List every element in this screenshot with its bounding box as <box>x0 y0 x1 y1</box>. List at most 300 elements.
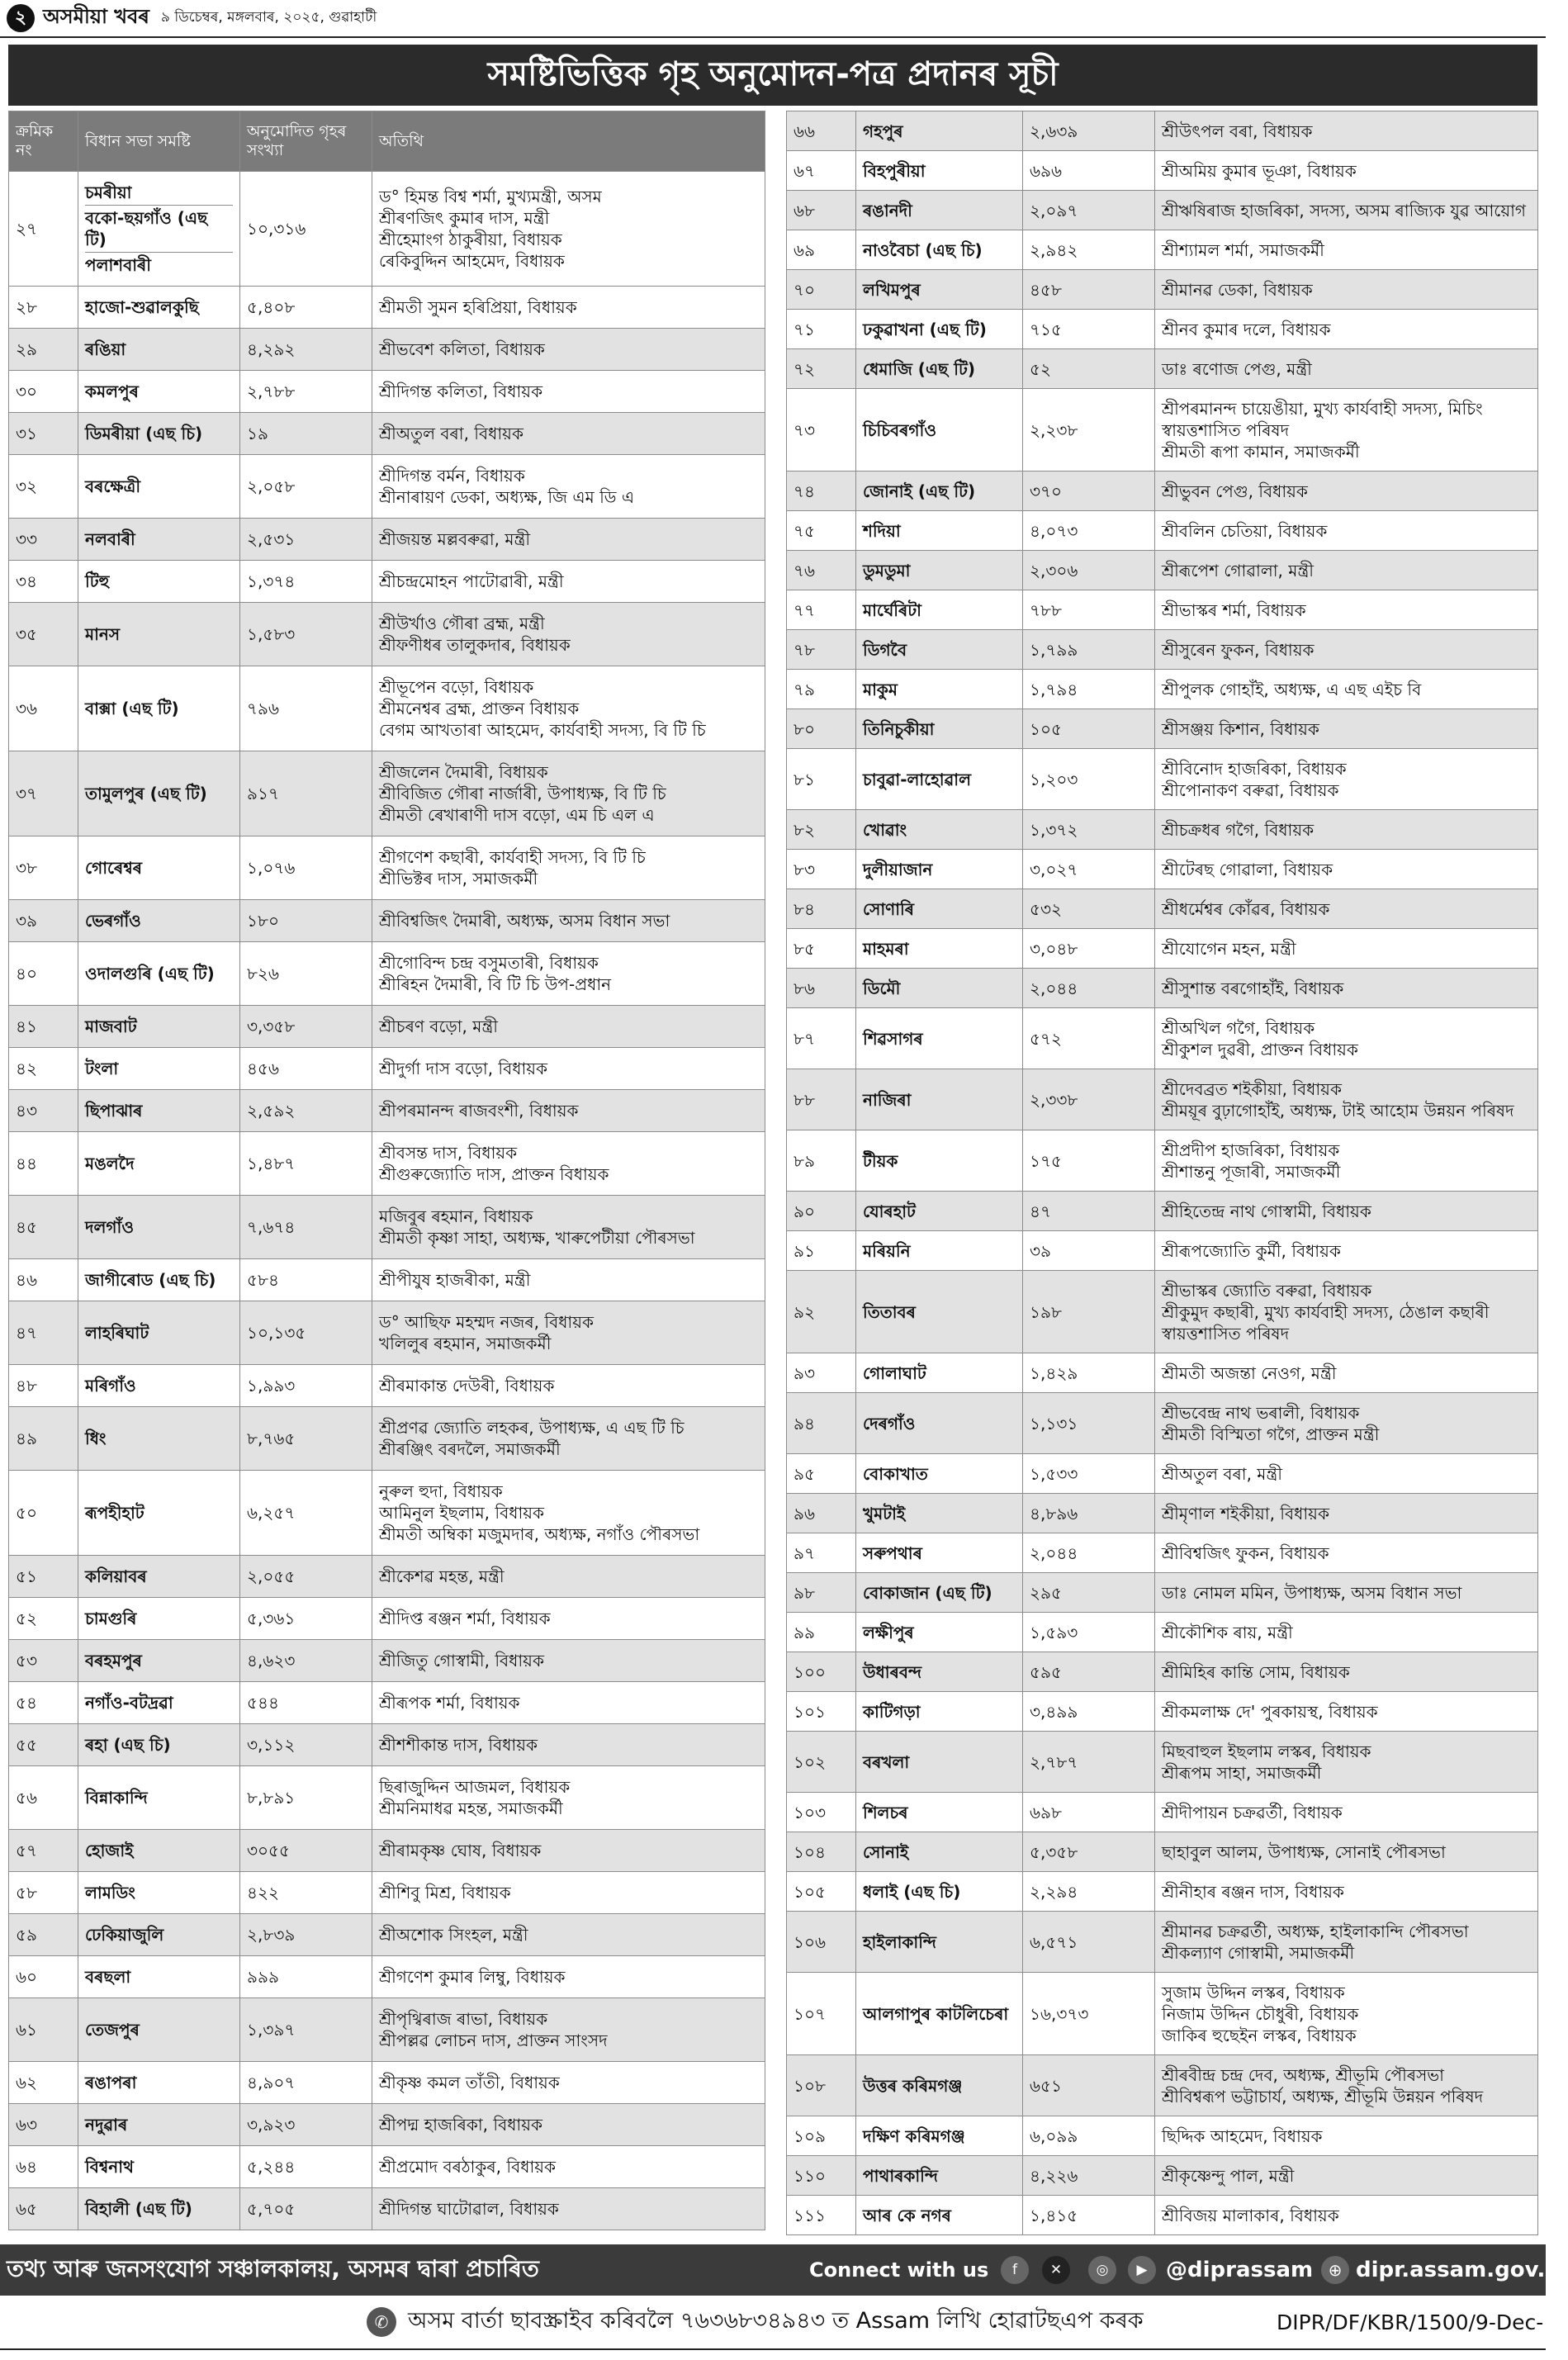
house-count: ৩,১১২ <box>240 1724 372 1766</box>
table-row <box>9 1006 765 1048</box>
guest: শ্ৰীবিশ্বজিৎ ফুকন, বিধায়ক <box>1162 1543 1329 1563</box>
guest-list <box>1155 749 1538 810</box>
guest: শ্ৰীমৃণাল শইকীয়া, বিধায়ক <box>1162 1503 1329 1524</box>
constituency: তেজপুৰ <box>78 1998 240 2062</box>
serial-number: ১০৪ <box>787 1832 856 1872</box>
guest: শ্ৰীকুমুদ কছাৰী, মুখ্য কাৰ্যবাহী সদস্য, ঠেঙাল কছাৰী স্বায়ত্তশাসিত পৰিষদ <box>1162 1301 1490 1343</box>
header-count: অনুমোদিত গৃহৰ সংখ্যা <box>240 111 372 172</box>
house-count: ২,০৫৫ <box>240 1556 372 1598</box>
constituency: বৰছলা <box>78 1956 240 1998</box>
serial-number: ৩৮ <box>9 836 78 900</box>
house-count: ২,০৪৪ <box>1023 969 1155 1008</box>
guest: শ্ৰীভাস্কৰ শৰ্মা, বিধায়ক <box>1162 599 1306 620</box>
guest: শ্ৰীদিগন্ত ঘাটোৱাল, বিধায়ক <box>379 2199 559 2219</box>
table-row <box>787 310 1538 349</box>
guest-list <box>1155 709 1538 749</box>
constituency: গোলাঘাট <box>856 1353 1023 1393</box>
serial-number: ৭৫ <box>787 511 856 551</box>
house-count: ৪,৯০৭ <box>240 2062 372 2104</box>
constituency: কমলপুৰ <box>78 371 240 413</box>
guest-list <box>1155 1008 1538 1069</box>
constituency: ধিং <box>78 1407 240 1471</box>
house-count: ৭৮৮ <box>1023 590 1155 630</box>
guest: শ্ৰীমনেশ্বৰ ব্ৰহ্ম, প্ৰাক্তন বিধায়ক <box>379 699 580 718</box>
constituency: ডিগবৈ <box>856 630 1023 670</box>
house-count: ৩,০৪৮ <box>1023 929 1155 969</box>
guest-list <box>1155 1231 1538 1271</box>
instagram-icon[interactable]: ◎ <box>1088 2256 1116 2284</box>
house-count: ২,৬৩৯ <box>1023 111 1155 151</box>
constituency: টংলা <box>78 1048 240 1090</box>
house-count: ৯১৭ <box>240 751 372 836</box>
table-row <box>9 603 765 666</box>
guest-list <box>372 1259 765 1301</box>
house-count: ১,৪২৯ <box>1023 1353 1155 1393</box>
serial-number: ৫৫ <box>9 1724 78 1766</box>
house-count: ৪২২ <box>240 1872 372 1914</box>
table-row <box>787 1613 1538 1652</box>
house-count: ২৯৫ <box>1023 1573 1155 1613</box>
top-header <box>0 0 1546 38</box>
house-count: ২,০৪৪ <box>1023 1533 1155 1573</box>
house-count: ৩,৩৫৮ <box>240 1006 372 1048</box>
house-count: ১,৫৮৩ <box>240 603 372 666</box>
guest-list <box>1155 850 1538 889</box>
guest-list <box>1155 630 1538 670</box>
guest-list <box>1155 1692 1538 1732</box>
guest: শ্ৰীজলেন দৈমাৰী, বিধায়ক <box>379 762 548 782</box>
guest-list <box>372 1956 765 1998</box>
newspaper-name: অসমীয়া খবৰ <box>43 5 149 28</box>
serial-number: ৪৬ <box>9 1259 78 1301</box>
guest: শ্ৰীৰমাকান্ত দেউৰী, বিধায়ক <box>379 1376 555 1396</box>
serial-number: ৬৪ <box>9 2146 78 2188</box>
house-count: ১,২০৩ <box>1023 749 1155 810</box>
table-row <box>787 1130 1538 1192</box>
table-row <box>787 1192 1538 1231</box>
guest-list <box>372 371 765 413</box>
constituency: হাজো-শুৱালকুছি <box>78 287 240 329</box>
constituency: আৰ কে নগৰ <box>856 2196 1023 2235</box>
guest: শ্ৰীৰূপক শৰ্মা, বিধায়ক <box>379 1693 520 1713</box>
serial-number: ৩৩ <box>9 519 78 561</box>
youtube-icon[interactable]: ▶ <box>1128 2256 1156 2284</box>
house-count: ৮,৭৬৫ <box>240 1407 372 1471</box>
house-count: ৫৭২ <box>1023 1008 1155 1069</box>
right-table <box>786 111 1538 2235</box>
house-count: ১৮০ <box>240 900 372 942</box>
guest: শ্ৰীউৎপল বৰা, বিধায়ক <box>1162 121 1313 141</box>
guest: শ্ৰীমানৱ চক্ৰৱৰ্তী, অধ্যক্ষ, হাইলাকান্দি পৌৰসভা <box>1162 1921 1469 1941</box>
guest: শ্ৰীসঞ্জয় কিশান, বিধায়ক <box>1162 718 1319 739</box>
guest: ছিদ্দিক আহমেদ, বিধায়ক <box>1162 2125 1323 2146</box>
table-row <box>9 1132 765 1196</box>
guest: ছিৰাজুদ্দিন আজমল, বিধায়ক <box>379 1777 571 1797</box>
table-row <box>787 1912 1538 1973</box>
table-row <box>9 2062 765 2104</box>
serial-number: ৬১ <box>9 1998 78 2062</box>
house-count: ৩,৪৯৯ <box>1023 1692 1155 1732</box>
guest-list <box>1155 590 1538 630</box>
guest-list <box>1155 1832 1538 1872</box>
table-row <box>787 270 1538 310</box>
guest: নুৰুল হুদা, বিধায়ক <box>379 1481 503 1501</box>
guest: শ্ৰীপদ্ম হাজৰিকা, বিধায়ক <box>379 2115 543 2135</box>
house-count: ১,৩৭২ <box>1023 810 1155 850</box>
house-count: ১০,৩১৬ <box>240 172 372 287</box>
house-count: ২,৭৮৮ <box>240 371 372 413</box>
guest-list <box>1155 551 1538 590</box>
house-count: ১,৪১৫ <box>1023 2196 1155 2235</box>
serial-number: ৪১ <box>9 1006 78 1048</box>
guest-list <box>1155 1533 1538 1573</box>
constituency: ডিমৰীয়া (এছ চি) <box>78 413 240 455</box>
guest: শ্ৰীভিক্টৰ দাস, সমাজকৰ্মী <box>379 869 538 889</box>
serial-number: ৮৫ <box>787 929 856 969</box>
house-count: ৩৭০ <box>1023 472 1155 511</box>
guest: শ্ৰীমিহিৰ কান্তি সোম, বিধায়ক <box>1162 1661 1350 1682</box>
guest-list <box>372 455 765 519</box>
social-handle[interactable]: @diprassam <box>1166 2258 1314 2282</box>
guest: শ্ৰীমতী ৰূপা কামান, সমাজকৰ্মী <box>1162 441 1360 462</box>
serial-number: ৮৯ <box>787 1130 856 1192</box>
guest: শ্ৰীপীযুষ হাজৰীকা, মন্ত্ৰী <box>379 1270 531 1290</box>
house-count: ১,৯৯৩ <box>240 1365 372 1407</box>
guest: শ্ৰীৰামকৃষ্ণ ঘোষ, বিধায়ক <box>379 1841 542 1860</box>
table-row <box>787 889 1538 929</box>
guest-list <box>1155 111 1538 151</box>
guest-list <box>1155 2156 1538 2196</box>
guest-list <box>1155 1613 1538 1652</box>
house-count: ৬,০৯৯ <box>1023 2116 1155 2156</box>
table-row <box>787 670 1538 709</box>
table-row <box>9 1998 765 2062</box>
house-count: ১,৫৩৩ <box>1023 1454 1155 1494</box>
table-row <box>787 1271 1538 1353</box>
constituency: দলগাঁও <box>78 1196 240 1259</box>
guest-list <box>372 1830 765 1872</box>
guest: ছাহাবুল আলম, উপাধ্যক্ষ, সোনাই পৌৰসভা <box>1162 1841 1446 1862</box>
guest-list <box>1155 1130 1538 1192</box>
constituency: মৰিয়নি <box>856 1231 1023 1271</box>
guest: শ্ৰীশ্যামল শৰ্মা, সমাজকৰ্মী <box>1162 239 1324 260</box>
table-row <box>787 511 1538 551</box>
serial-number: ৭৪ <box>787 472 856 511</box>
guest: শ্ৰীটেৰছ গোৱালা, বিধায়ক <box>1162 859 1334 879</box>
guest: শ্ৰীৰবীন্দ্ৰ চন্দ্ৰ দেব, অধ্যক্ষ, শ্ৰীভূমি পৌৰসভা <box>1162 2064 1444 2085</box>
serial-number: ৮২ <box>787 810 856 850</box>
house-count: ৩০৫৫ <box>240 1830 372 1872</box>
serial-number: ৭৮ <box>787 630 856 670</box>
guest: শ্ৰীগুৰুজ্যোতি দাস, প্ৰাক্তন বিধায়ক <box>379 1164 609 1184</box>
whatsapp-text: অসম বাৰ্তা ছাবস্ক্ৰাইব কৰিবলৈ ৭৬৩৬৮৩৪৯৪৩ ত Assam লিখি হোৱাটছএপ কৰক <box>408 2307 1144 2334</box>
house-count: ২,০৯৭ <box>1023 191 1155 230</box>
serial-number: ৫২ <box>9 1598 78 1640</box>
house-count: ৪,২৯২ <box>240 329 372 371</box>
serial-number: ৪৮ <box>9 1365 78 1407</box>
guest: শ্ৰীকৃষ্ণেন্দু পাল, মন্ত্ৰী <box>1162 2165 1295 2186</box>
house-count: ৩৯ <box>1023 1231 1155 1271</box>
constituency: তিতাবৰ <box>856 1271 1023 1353</box>
guest: শ্ৰীদেবব্ৰত শইকীয়া, বিধায়ক <box>1162 1078 1342 1099</box>
table-row <box>787 349 1538 389</box>
table-row <box>787 1732 1538 1793</box>
header-constituency: বিধান সভা সমষ্টি <box>78 111 240 172</box>
serial-number: ৮৩ <box>787 850 856 889</box>
constituency: বিশ্বনাথ <box>78 2146 240 2188</box>
guest-list <box>1155 1973 1538 2055</box>
table-row <box>9 1196 765 1259</box>
guest-list <box>1155 2196 1538 2235</box>
serial-number: ৭৯ <box>787 670 856 709</box>
guest: শ্ৰীকল্যাণ গোস্বামী, সমাজকৰ্মী <box>1162 1942 1355 1963</box>
house-count: ২,৫৯২ <box>240 1090 372 1132</box>
guest-list <box>1155 810 1538 850</box>
constituency: ৰঙানদী <box>856 191 1023 230</box>
guest-list <box>372 561 765 603</box>
serial-number: ৪৩ <box>9 1090 78 1132</box>
serial-number: ৩২ <box>9 455 78 519</box>
serial-number: ৬৫ <box>9 2188 78 2230</box>
table-row <box>787 1692 1538 1732</box>
guest: শ্ৰীহিতেন্দ্ৰ নাথ গোস্বামী, বিধায়ক <box>1162 1201 1371 1221</box>
constituency: উধাৰবন্দ <box>856 1652 1023 1692</box>
serial-number: ৬৩ <box>9 2104 78 2146</box>
table-row <box>787 551 1538 590</box>
guest: শ্ৰীবিশ্বজিৎ দৈমাৰী, অধ্যক্ষ, অসম বিধান সভা <box>379 911 670 931</box>
house-count: ৭৯৬ <box>240 666 372 751</box>
table-row <box>787 969 1538 1008</box>
constituency: বিন্নাকান্দি <box>78 1766 240 1830</box>
serial-number: ৭১ <box>787 310 856 349</box>
constituency: লামডিং <box>78 1872 240 1914</box>
guest-list <box>1155 1393 1538 1454</box>
guest: শ্ৰীমনিমাধৱ মহন্ত, সমাজকৰ্মী <box>379 1798 563 1818</box>
guest-list <box>1155 270 1538 310</box>
website-link[interactable]: dipr.assam.gov.in <box>1356 2258 1568 2282</box>
guest-list <box>1155 670 1538 709</box>
guest: শ্ৰীদিগন্ত বৰ্মন, বিধায়ক <box>379 466 525 486</box>
serial-number: ১০৫ <box>787 1872 856 1912</box>
constituency: শিৱসাগৰ <box>856 1008 1023 1069</box>
guest-list <box>1155 1912 1538 1973</box>
serial-number: ৯৩ <box>787 1353 856 1393</box>
guest-list <box>1155 1192 1538 1231</box>
guest-list <box>372 1048 765 1090</box>
constituency: মাকুম <box>856 670 1023 709</box>
house-count: ২,৩০৬ <box>1023 551 1155 590</box>
guest: শ্ৰীৰঞ্জিৎ বৰদলৈ, সমাজকৰ্মী <box>379 1439 561 1459</box>
table-row <box>9 1090 765 1132</box>
serial-number: ৮৬ <box>787 969 856 1008</box>
house-count: ৪৫৮ <box>1023 270 1155 310</box>
table-row <box>787 111 1538 151</box>
table-row <box>9 1556 765 1598</box>
constituency: ডিমৌ <box>856 969 1023 1008</box>
guest: আমিনুল ইছলাম, বিধায়ক <box>379 1503 545 1523</box>
guest: শ্ৰীপৰমানন্দ চায়েঙীয়া, মুখ্য কাৰ্যবাহী সদস্য, মিচিং স্বায়ত্তশাসিত পৰিষদ <box>1162 398 1483 440</box>
header-serial: ক্ৰমিক নং <box>9 111 78 172</box>
guest: শ্ৰীমতী সুমন হৰিপ্ৰিয়া, বিধায়ক <box>379 297 577 317</box>
table-row <box>9 1682 765 1724</box>
constituency: ধেমাজি (এছ টি) <box>856 349 1023 389</box>
serial-number: ৫০ <box>9 1471 78 1556</box>
constituency: নগাঁও-বটদ্ৰৱা <box>78 1682 240 1724</box>
guest: শ্ৰীপোনাকণ বৰুৱা, বিধায়ক <box>1162 780 1339 800</box>
serial-number: ৪২ <box>9 1048 78 1090</box>
guest: শ্ৰীধৰ্মেশ্বৰ কোঁৱৰ, বিধায়ক <box>1162 898 1330 919</box>
guest-list <box>1155 929 1538 969</box>
guest: শ্ৰীদুৰ্গা দাস বড়ো, বিধায়ক <box>379 1059 548 1078</box>
table-row <box>9 1365 765 1407</box>
guest-list <box>1155 349 1538 389</box>
table-row <box>787 1872 1538 1912</box>
serial-number: ৩১ <box>9 413 78 455</box>
table-row <box>9 1259 765 1301</box>
table-row <box>787 1973 1538 2055</box>
header-guests: অতিথি <box>372 111 765 172</box>
house-count: ৫৯৫ <box>1023 1652 1155 1692</box>
serial-number: ৫১ <box>9 1556 78 1598</box>
department-credit: তথ্য আৰু জনসংযোগ সঞ্চালকালয়, অসমৰ দ্বাৰা প্ৰচাৰিত <box>7 2254 539 2282</box>
guest: শ্ৰীনব কুমাৰ দলে, বিধায়ক <box>1162 319 1331 339</box>
constituency: পাথাৰকান্দি <box>856 2156 1023 2196</box>
guest: শ্ৰীসুৰেন ফুকন, বিধায়ক <box>1162 639 1315 660</box>
table-row <box>787 230 1538 270</box>
guest-list <box>372 1724 765 1766</box>
house-count: ২,৭৮৭ <box>1023 1732 1155 1793</box>
guest-list <box>1155 2116 1538 2156</box>
table-row <box>787 590 1538 630</box>
guest: শ্ৰীৰণজিৎ কুমাৰ দাস, মন্ত্ৰী <box>379 208 550 228</box>
table-row <box>787 630 1538 670</box>
table-row <box>9 942 765 1006</box>
serial-number: ১০৯ <box>787 2116 856 2156</box>
guest-list <box>1155 389 1538 472</box>
guest: শ্ৰীঋষিৰাজ হাজৰিকা, সদস্য, অসম ৰাজ্যিক যুৱ আয়োগ <box>1162 200 1527 220</box>
house-count: ১,০৭৬ <box>240 836 372 900</box>
house-count: ২,৯৪২ <box>1023 230 1155 270</box>
guest-list <box>372 1682 765 1724</box>
table-row <box>9 1830 765 1872</box>
table-row <box>9 1598 765 1640</box>
serial-number: ৭০ <box>787 270 856 310</box>
constituency: আলগাপুৰ কাটলিচেৰা <box>856 1973 1023 2055</box>
house-count: ৮২৬ <box>240 942 372 1006</box>
serial-number: ১০০ <box>787 1652 856 1692</box>
guest-list <box>372 2146 765 2188</box>
house-count: ২,২৩৮ <box>1023 389 1155 472</box>
guest-list <box>372 329 765 371</box>
constituency: টীয়ক <box>856 1130 1023 1192</box>
guest: শ্ৰীবিজয় মালাকাৰ, বিধায়ক <box>1162 2205 1339 2225</box>
guest: খলিলুৰ ৰহমান, সমাজকৰ্মী <box>379 1334 552 1353</box>
serial-number: ৪৪ <box>9 1132 78 1196</box>
guest: সুজাম উদ্দিন লস্কৰ, বিধায়ক <box>1162 1982 1345 2002</box>
serial-number: ৯৭ <box>787 1533 856 1573</box>
house-count: ৯৯৯ <box>240 1956 372 1998</box>
guest-list <box>372 1471 765 1556</box>
constituency: তামুলপুৰ (এছ টি) <box>78 751 240 836</box>
table-row <box>787 1393 1538 1454</box>
facebook-icon[interactable]: f <box>1001 2256 1029 2284</box>
constituency: খোৱাং <box>856 810 1023 850</box>
guest-list <box>1155 230 1538 270</box>
table-row <box>787 1652 1538 1692</box>
serial-number: ৯০ <box>787 1192 856 1231</box>
constituency: মাহমৰা <box>856 929 1023 969</box>
table-row <box>9 287 765 329</box>
footer-bar <box>0 2244 1568 2296</box>
constituency: জাগীৰোড (এছ চি) <box>78 1259 240 1301</box>
guest-list <box>372 836 765 900</box>
table-row <box>787 1494 1538 1533</box>
house-count: ১,১৩১ <box>1023 1393 1155 1454</box>
globe-icon: ⊕ <box>1321 2256 1349 2284</box>
table-row <box>9 329 765 371</box>
constituency: বাক্সা (এছ টি) <box>78 666 240 751</box>
guest-list <box>372 519 765 561</box>
constituency: বৰক্ষেত্ৰী <box>78 455 240 519</box>
serial-number: ৬২ <box>9 2062 78 2104</box>
guest-list <box>372 2104 765 2146</box>
serial-number: ৯১ <box>787 1231 856 1271</box>
house-count: ১,৪৮৭ <box>240 1132 372 1196</box>
guest: নিজাম উদ্দিন চৌধুৰী, বিধায়ক <box>1162 2003 1359 2024</box>
table-row <box>787 2116 1538 2156</box>
serial-number: ৮৮ <box>787 1069 856 1130</box>
table-row <box>9 1301 765 1365</box>
table-row <box>9 1956 765 1998</box>
house-count: ৪,২২৬ <box>1023 2156 1155 2196</box>
guest: শ্ৰীমতী বিস্মিতা গগৈ, প্ৰাক্তন মন্ত্ৰী <box>1162 1424 1380 1444</box>
table-row <box>787 389 1538 472</box>
serial-number: ৩০ <box>9 371 78 413</box>
table-row <box>9 900 765 942</box>
constituency: হোজাই <box>78 1830 240 1872</box>
table-row <box>9 1872 765 1914</box>
house-count: ৫,৭০৫ <box>240 2188 372 2230</box>
guest: শ্ৰীঅখিল গগৈ, বিধায়ক <box>1162 1017 1315 1038</box>
constituency: ৰঙিয়া <box>78 329 240 371</box>
guest: শ্ৰীপল্লৱ লোচন দাস, প্ৰাক্তন সাংসদ <box>379 2031 608 2050</box>
guest: শ্ৰীমতী অজন্তা নেওগ, মন্ত্ৰী <box>1162 1362 1337 1383</box>
x-icon[interactable]: ✕ <box>1042 2256 1070 2284</box>
guest: শ্ৰীনীহাৰ ৰঞ্জন দাস, বিধায়ক <box>1162 1881 1344 1902</box>
guest: শ্ৰীশান্তনু পূজাৰী, সমাজকৰ্মী <box>1162 1161 1341 1182</box>
table-row <box>9 1048 765 1090</box>
guest: শ্ৰীফণীধৰ তালুকদাৰ, বিধায়ক <box>379 635 571 655</box>
guest: শ্ৰীমতী কৃষ্ণা সাহা, অধ্যক্ষ, খাৰুপেটীয়া পৌৰসভা <box>379 1228 695 1248</box>
house-count: ১৯৮ <box>1023 1271 1155 1353</box>
table-row <box>787 709 1538 749</box>
house-count: ৬,২৫৭ <box>240 1471 372 1556</box>
house-count: ১৬,৩৭৩ <box>1023 1973 1155 2055</box>
constituency: দুলীয়াজান <box>856 850 1023 889</box>
table-row <box>9 561 765 603</box>
guest: শ্ৰীকুশল দুৱৰী, প্ৰাক্তন বিধায়ক <box>1162 1039 1358 1059</box>
guest: শ্ৰীকৃষ্ণ কমল তাঁতী, বিধায়ক <box>379 2073 560 2092</box>
constituency: লাহৰিঘাট <box>78 1301 240 1365</box>
house-count: ৩,০২৭ <box>1023 850 1155 889</box>
house-count: ২,৮৩৯ <box>240 1914 372 1956</box>
serial-number: ৮৪ <box>787 889 856 929</box>
table-row <box>787 1832 1538 1872</box>
whatsapp-icon: ✆ <box>367 2307 396 2337</box>
serial-number: ৭৬ <box>787 551 856 590</box>
constituency: চিচিবৰগাঁও <box>856 389 1023 472</box>
guest: শ্ৰীকমলাক্ষ দে' পুৰকায়স্থ, বিধায়ক <box>1162 1701 1378 1722</box>
